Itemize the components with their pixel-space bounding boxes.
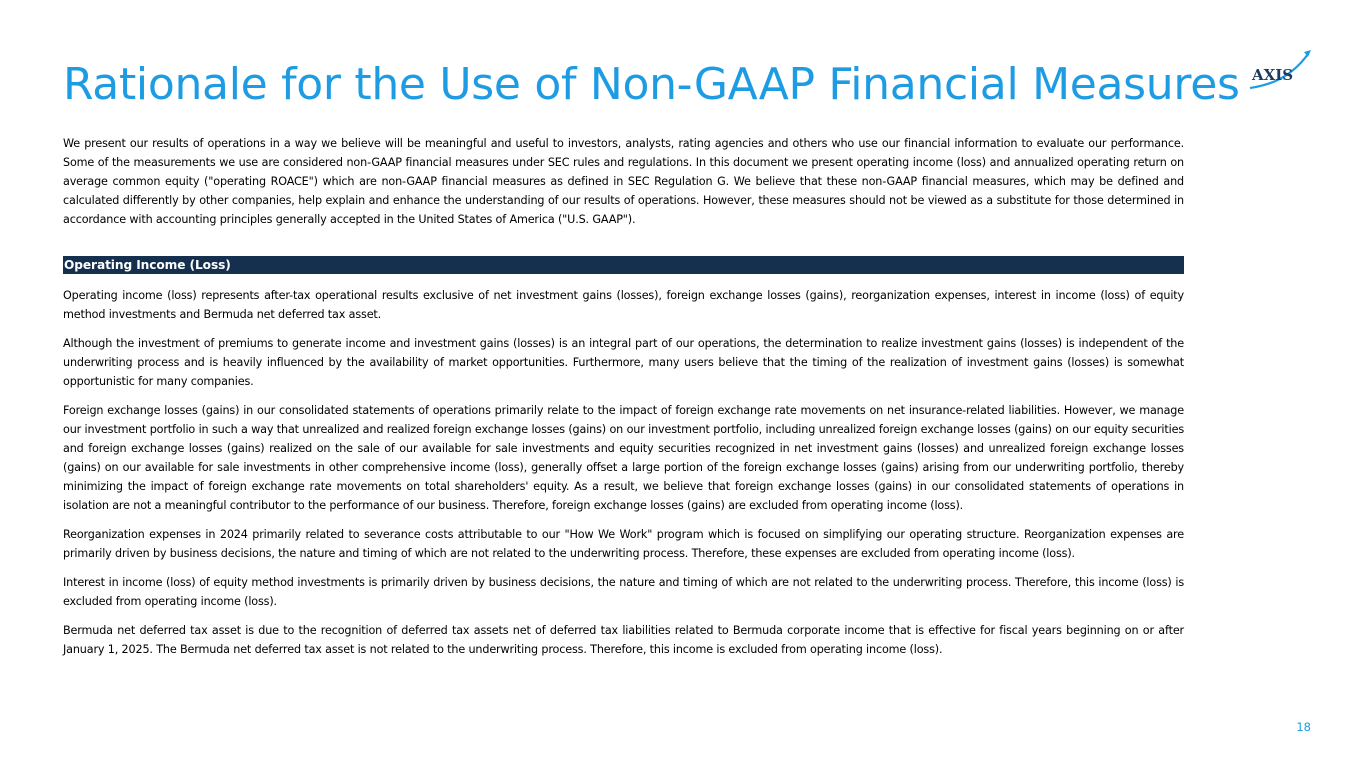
paragraph-bermuda-tax: Bermuda net deferred tax asset is due to the recognition of deferred tax assets net of deferred tax liabilities related to Bermuda corporate income that is effective for fiscal years beginning on or after January 1, 2025. The Bermuda net deferred tax asset is not related to the underwriting process. Therefore, this income is excluded from operating income (loss). — [63, 624, 1184, 656]
axis-logo-icon — [1248, 48, 1314, 90]
paragraph-investment-gains: Although the investment of premiums to generate income and investment gains (losses) is an integral part of our operations, the determination to realize investment gains (losses) is independent of the underwriting process and is heavily influenced by the availability of market opportunities. Furthermore, many users believe that the timing of the realization of investment gains (losses) is somewhat opportunistic for many companies. — [63, 337, 1184, 388]
page-number: 18 — [1296, 720, 1311, 734]
axis-logo-text: AXIS — [1252, 66, 1294, 84]
paragraph-equity-method-investments: Interest in income (loss) of equity method investments is primarily driven by business decisions, the nature and timing of which are not related to the underwriting process. Therefore, this income (loss) is excluded from operating income (loss). — [63, 576, 1184, 608]
section-header-operating-income: Operating Income (Loss) — [63, 256, 1184, 274]
paragraph-foreign-exchange: Foreign exchange losses (gains) in our consolidated statements of operations primarily relate to the impact of foreign exchange rate movements on net insurance-related liabilities. However, we manage our investment portfolio in such a way that unrealized and realized foreign exchange losses (gains) on our investment portfolio, including unrealized foreign exchange losses (gains) on our equity securities and foreign exchange losses (gains) realized on the sale of our available for sale investments and equity securities recognized in net investment gains (losses) and unrealized foreign exchange losses (gains) on our available for sale investments in other comprehensive income (loss), generally offset a large portion of the foreign exchange losses (gains) arising from our underwriting portfolio, thereby minimizing the impact of foreign exchange rate movements on total shareholders' equity. As a result, we believe that foreign exchange losses (gains) in our consolidated statements of operations in isolation are not a meaningful contributor to the performance of our business. Therefore, foreign exchange losses (gains) are excluded from operating income (loss). — [63, 404, 1184, 512]
axis-logo — [1248, 48, 1314, 90]
paragraph-operating-income-definition: Operating income (loss) represents after-tax operational results exclusive of net investment gains (losses), foreign exchange losses (gains), reorganization expenses, interest in income (loss) of equity method investments and Bermuda net deferred tax asset. — [63, 289, 1184, 321]
main-content — [63, 134, 1184, 669]
page-title: Rationale for the Use of Non-GAAP Financial Measures — [63, 59, 1240, 110]
paragraph-reorganization-expenses: Reorganization expenses in 2024 primarily related to severance costs attributable to our "How We Work" program which is focused on simplifying our operating structure. Reorganization expenses are primarily driven by business decisions, the nature and timing of which are not related to the underwriting process. Therefore, these expenses are excluded from operating income (loss). — [63, 528, 1184, 560]
intro-paragraph: We present our results of operations in a way we believe will be meaningful and useful to investors, analysts, rating agencies and others who use our financial information to evaluate our performance. Some of the measurements we use are considered non-GAAP financial measures under SEC rules and regulations. In this document we present operating income (loss) and annualized operating return on average common equity ("operating ROACE") which are non-GAAP financial measures as defined in SEC Regulation G. We believe that these non-GAAP financial measures, which may be defined and calculated differently by other companies, help explain and enhance the understanding of our results of operations. However, these measures should not be viewed as a substitute for those determined in accordance with accounting principles generally accepted in the United States of America ("U.S. GAAP"). — [63, 137, 1184, 226]
